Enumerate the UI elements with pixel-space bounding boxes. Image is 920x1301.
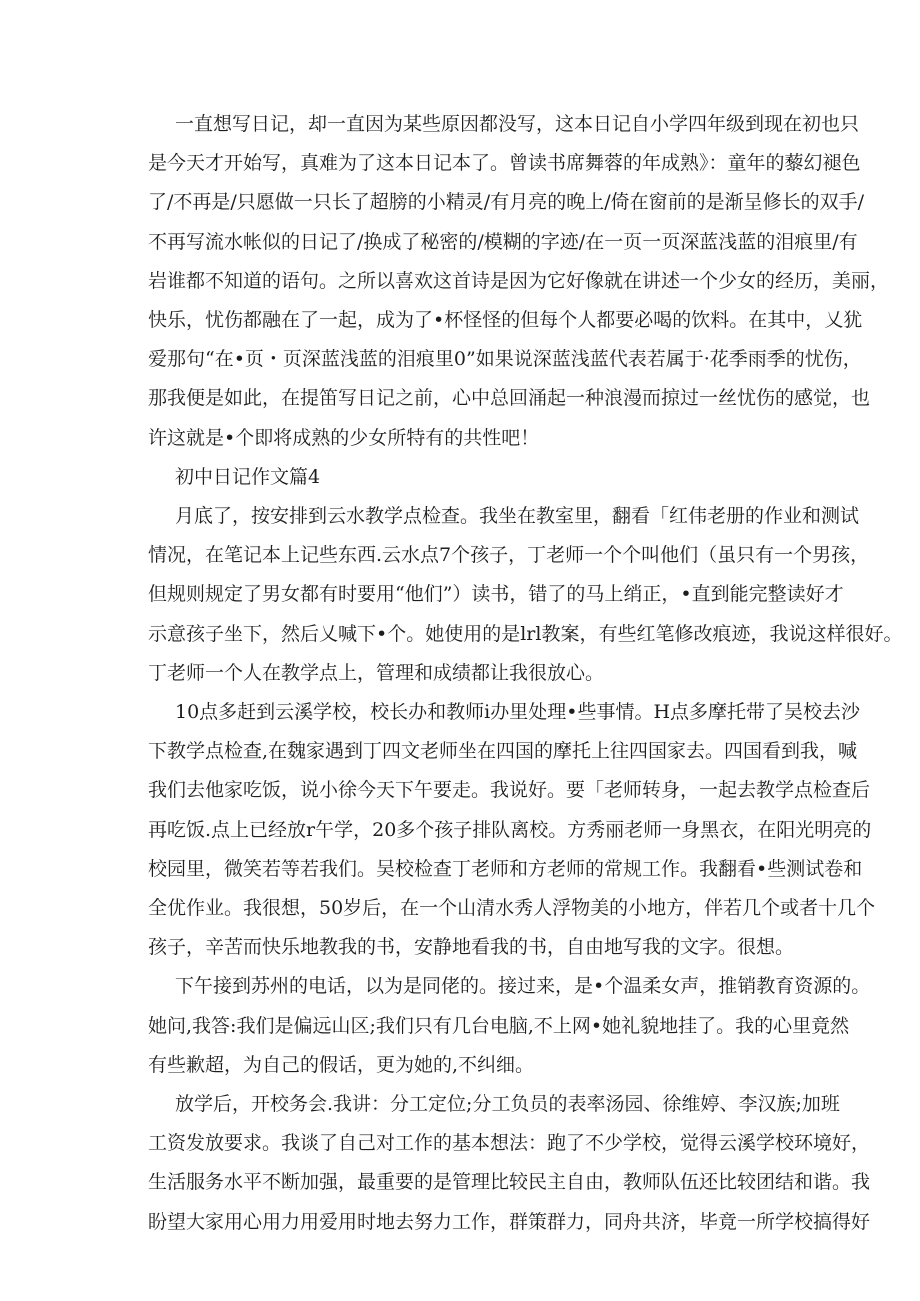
text-line: 但规则规定了男女都有时要用“他们”）读书，错了的马上绡正，•直到能完整读好才 [148,583,844,605]
text-line: 放学后，开校务会.我讲：分工定位;分工负员的表率汤园、徐维婷、李汉族;加班 [175,1093,840,1115]
text-line: 一直想写日记，却一直因为某些原因都没写，这本日记自小学四年级到现在初也只 [175,113,860,135]
text-line: 校园里，微笑若等若我们。吴校检查丁老师和方老师的常规工作。我翻看•些测试卷和 [148,858,863,880]
text-line: 爱那句“在•页・页深蓝浅蓝的泪痕里0”如果说深蓝浅蓝代表若属于·花季雨季的忧伤， [148,348,862,370]
text-line: 有些歉超，为自己的假话，更为她的,不纠细。 [148,1054,535,1076]
heading-text: 初中日记作文篇4 [175,466,321,488]
text-line: 不再写流水帐似的日记了/换成了秘密的/模糊的字迹/在一页一页深蓝浅蓝的泪痕里/有 [148,231,858,253]
text-line: 情况，在笔记本上记些东西.云水点7个孩子，丁老师一个个叫他们（虽只有一个男孩， [148,544,870,566]
text-line: 工资发放要求。我谈了自己对工作的基本想法：跑了不少学校，觉得云溪学校环境好， [148,1132,871,1154]
text-line: 示意孩子坐下，然后乂喊下•个。她使用的是lrl教案，有些红笔修改痕迹，我说这样很好。 [148,623,903,645]
text-line: 是今天才开始写，真难为了这本日记本了。曾读书席舞蓉的年成熟》：童年的藜幻褪色 [148,152,861,174]
text-line: 月底了，按安排到云水教学点检查。我坐在教室里，翻看「红伟老册的作业和测试 [175,505,860,527]
text-line: 我们去他家吃饭，说小徐今天下午要走。我说好。要「老师转身，一起去教学点检查后 [148,779,871,801]
text-line: 快乐，忧伤都融在了一起，成为了•杯怪怪的但每个人都要必喝的饮料。在其中，乂犹 [148,309,863,331]
text-line: 生活服务水平不断加强，最重要的是管理比较民主自由，教师队伍还比较团结和谐。我 [148,1171,871,1193]
text-line: 再吃饭.点上已经放r午学，20多个孩子排队离校。方秀丽老师一身黑衣，在阳光明亮的 [148,819,872,841]
text-line: 了/不再是/只愿做一只长了超膀的小精灵/有月亮的晚上/倚在窗前的是渐呈修长的双手/ [148,191,865,213]
text-line: 盼望大家用心用力用爱用时地去努力工作，群策群力，同舟共济，毕竟一所学校搞得好 [148,1211,871,1233]
text-line: 下午接到苏州的电话，以为是同佬的。接过来，是•个温柔女声，推销教育资源的。 [175,975,871,997]
text-line: 下教学点检查,在魏家遇到丁四文老师坐在四国的摩托上往四国家去。四国看到我，喊 [148,740,858,762]
text-line: 岩谁都不知道的语句。之所以喜欢这首诗是因为它好像就在讲述一个少女的经历，美丽， [148,270,890,292]
text-line: 丁老师一个人在教学点上，管理和成绩都让我很放心。 [148,662,605,684]
text-line: 全优作业。我很想，50岁后，在一个山清水秀人浮物美的小地方，伴若几个或者十几个 [148,897,876,919]
text-line: 孩子，辛苦而快乐地教我的书，安静地看我的书，自由地写我的文字。很想。 [148,936,795,958]
text-line: 她问,我答:我们是偏远山区;我们只有几台电脑,不上网•她礼貌地挂了。我的心里竟然 [148,1015,850,1037]
text-line: 10点多赶到云溪学校，校长办和教师i办里处理•些事情。H点多摩托带了吴校去沙 [175,701,861,723]
text-line: 那我便是如此，在提笛写日记之前，心中总回涌起一种浪漫而掠过一丝忧伤的感觉，也 [148,387,871,409]
text-line: 许这就是•个即将成熟的少女所特有的共性吧！ [148,427,540,449]
